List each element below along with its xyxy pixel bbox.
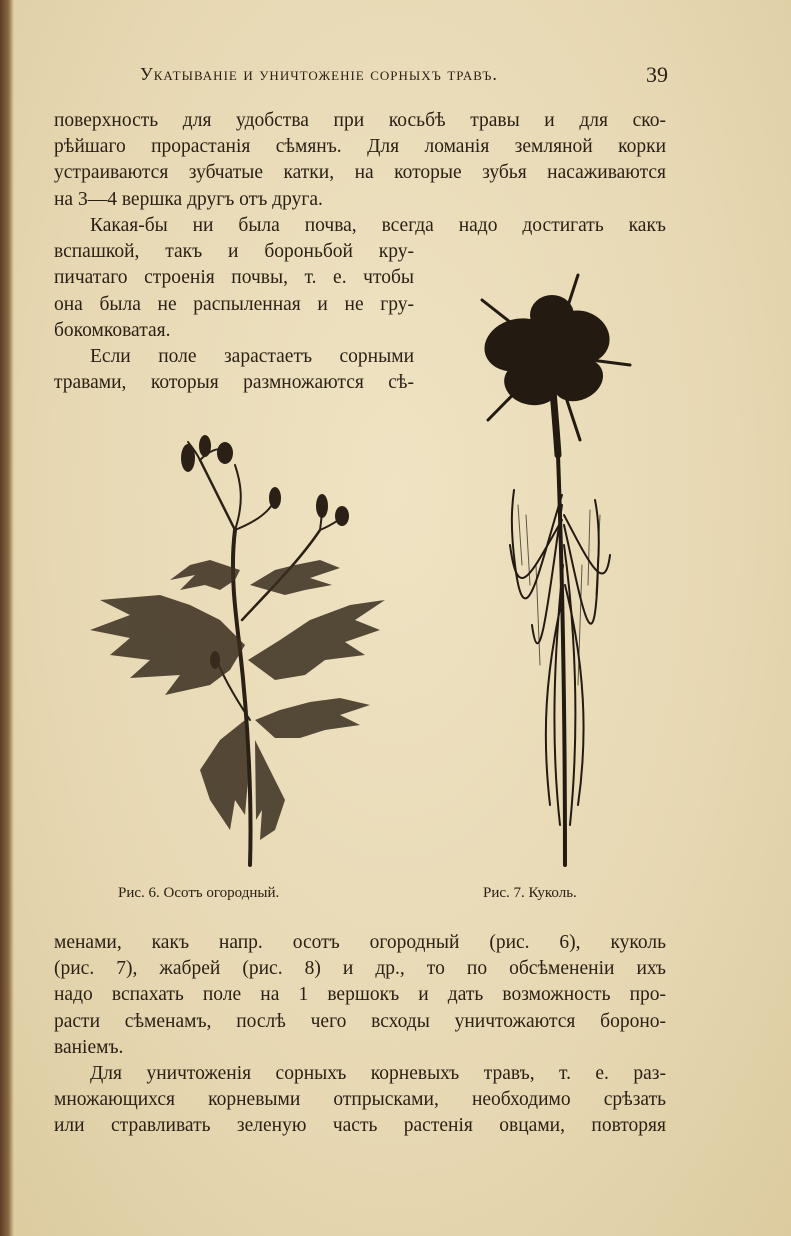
text-line: множающихся корневыми отпрысками, необходимо срѣзать — [54, 1089, 666, 1111]
paragraph-5 — [54, 1061, 666, 1140]
figure-7-illustration — [470, 265, 640, 880]
running-title: Укатываніе и уничтоженіе сорныхъ травъ. — [140, 64, 498, 84]
paragraph-3 — [54, 344, 414, 396]
figure-6-caption: Рис. 6. Осотъ огородный. — [118, 885, 280, 901]
text-line: вспашкой, такъ и бороньбой кру- — [54, 241, 414, 263]
figure-6-illustration — [70, 420, 400, 875]
text-line: рѣйшаго прорастанія сѣмянъ. Для ломанія земляной корки — [54, 136, 666, 158]
page-header — [140, 64, 670, 92]
book-binding-edge — [0, 0, 14, 1236]
text-line: поверхность для удобства при косьбѣ травы и для ско- — [54, 110, 666, 131]
text-line: расти сѣменамъ, послѣ чего всходы уничтожаются бороно- — [54, 1010, 666, 1032]
page-number: 39 — [646, 62, 668, 87]
text-line: Для уничтоженія сорныхъ корневыхъ травъ, т. е. раз- — [90, 1063, 666, 1084]
text-line: на 3—4 вершка другъ отъ друга. — [54, 188, 323, 210]
figure-7-caption: Рис. 7. Куколь. — [483, 885, 577, 901]
text-line: ваніемъ. — [54, 1036, 124, 1058]
text-line: пичатаго строенія почвы, т. е. чтобы — [54, 267, 414, 289]
text-line: Если поле зарастаетъ сорными — [90, 346, 414, 367]
corncockle-drawing — [470, 265, 640, 880]
sow-thistle-drawing — [70, 420, 400, 875]
text-line: бокомковатая. — [54, 319, 171, 341]
text-line: устраиваются зубчатые катки, на которые зубья насаживаются — [54, 162, 666, 184]
text-line: (рис. 7), жабрей (рис. 8) и др., то по обсѣмененіи ихъ — [54, 958, 666, 980]
text-line: менами, какъ напр. осотъ огородный (рис. 6), куколь — [54, 932, 666, 953]
text-line: травами, которыя размножаются сѣ- — [54, 372, 414, 394]
text-line: она была не распыленная и не гру- — [54, 293, 414, 315]
paragraph-4 — [54, 930, 666, 1061]
text-line: или стравливать зеленую часть растенія овцами, повторяя — [54, 1115, 666, 1137]
text-line: надо вспахать поле на 1 вершокъ и дать возможность про- — [54, 984, 666, 1006]
paragraph-1 — [54, 108, 666, 213]
text-line: Какая-бы ни была почва, всегда надо достигать какъ — [90, 215, 666, 236]
